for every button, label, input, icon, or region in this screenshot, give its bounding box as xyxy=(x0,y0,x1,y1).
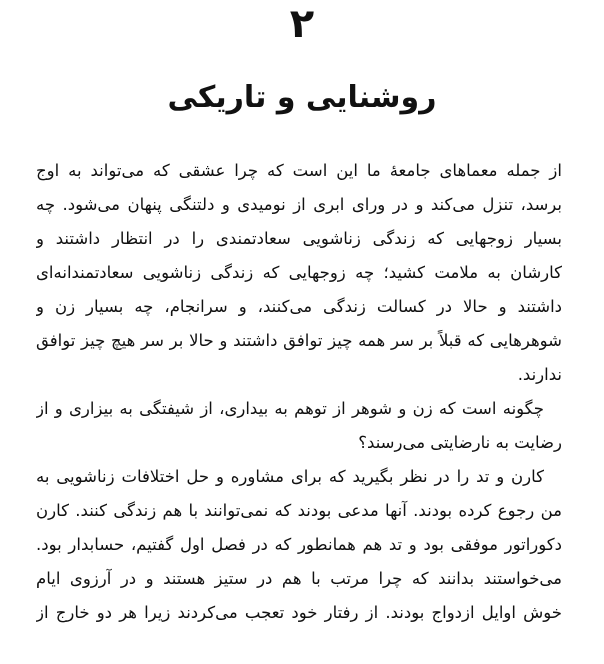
paragraph-1-line-2: برسد، تنزل می‌کند و در ورای ابری از نومیدی و دلتنگی پنهان می‌شود. چه xyxy=(36,195,562,214)
paragraph-3-line-4: می‌خواستند بدانند که چرا مرتب با هم در ستیز هستند و در آرزوی ایام xyxy=(36,569,562,588)
paragraph-2-line-2: رضایت به نارضایتی می‌رسند؟ xyxy=(358,433,562,452)
chapter-number: ۲ xyxy=(289,1,315,47)
paragraph-3-line-3: دکوراتور موفقی بود و تد هم همانطور که در فصل اول گفتیم، حسابدار بود. xyxy=(36,535,562,554)
paragraph-1-line-1: از جمله معماهای جامعهٔ ما این است که چرا عشقی که می‌تواند به اوج xyxy=(36,161,562,180)
paragraph-3-line-1: کارن و تد را در نظر بگیرید که برای مشاوره و حل اختلافات زناشویی به xyxy=(36,467,544,486)
body-text xyxy=(36,154,562,630)
paragraph-1-line-4: کارشان به ملامت کشید؛ چه زوجهایی که زندگی زناشویی سعادتمندانه‌ای xyxy=(36,263,562,282)
paragraph-1-line-3: بسیار زوجهایی که زندگی زناشویی سعادتمندی را در انتظار داشتند و xyxy=(36,229,562,248)
paragraph-1-line-7: ندارند. xyxy=(517,365,562,384)
chapter-title: روشنایی و تاریکی xyxy=(167,80,437,115)
paragraph-1-line-6: شوهرهایی که قبلاً بر سر همه چیز توافق داشتند و حالا بر سر هیچ چیز توافق xyxy=(36,331,562,350)
paragraph-1-line-5: داشتند و حالا در کسالت زندگی می‌کنند، و سرانجام، چه بسیار زن و xyxy=(36,297,562,316)
paragraph-3-line-2: من رجوع کرده بودند. آنها مدعی بودند که نمی‌توانند با هم زندگی کنند. کارن xyxy=(36,501,562,520)
paragraph-2-line-1: چگونه است که زن و شوهر از توهم به بیداری، از شیفتگی به بیزاری و از xyxy=(36,399,544,418)
paragraph-3-line-5: خوش اوایل ازدواج بودند. از رفتار خود تعجب می‌کردند زیرا هر دو خارج از xyxy=(36,603,562,622)
